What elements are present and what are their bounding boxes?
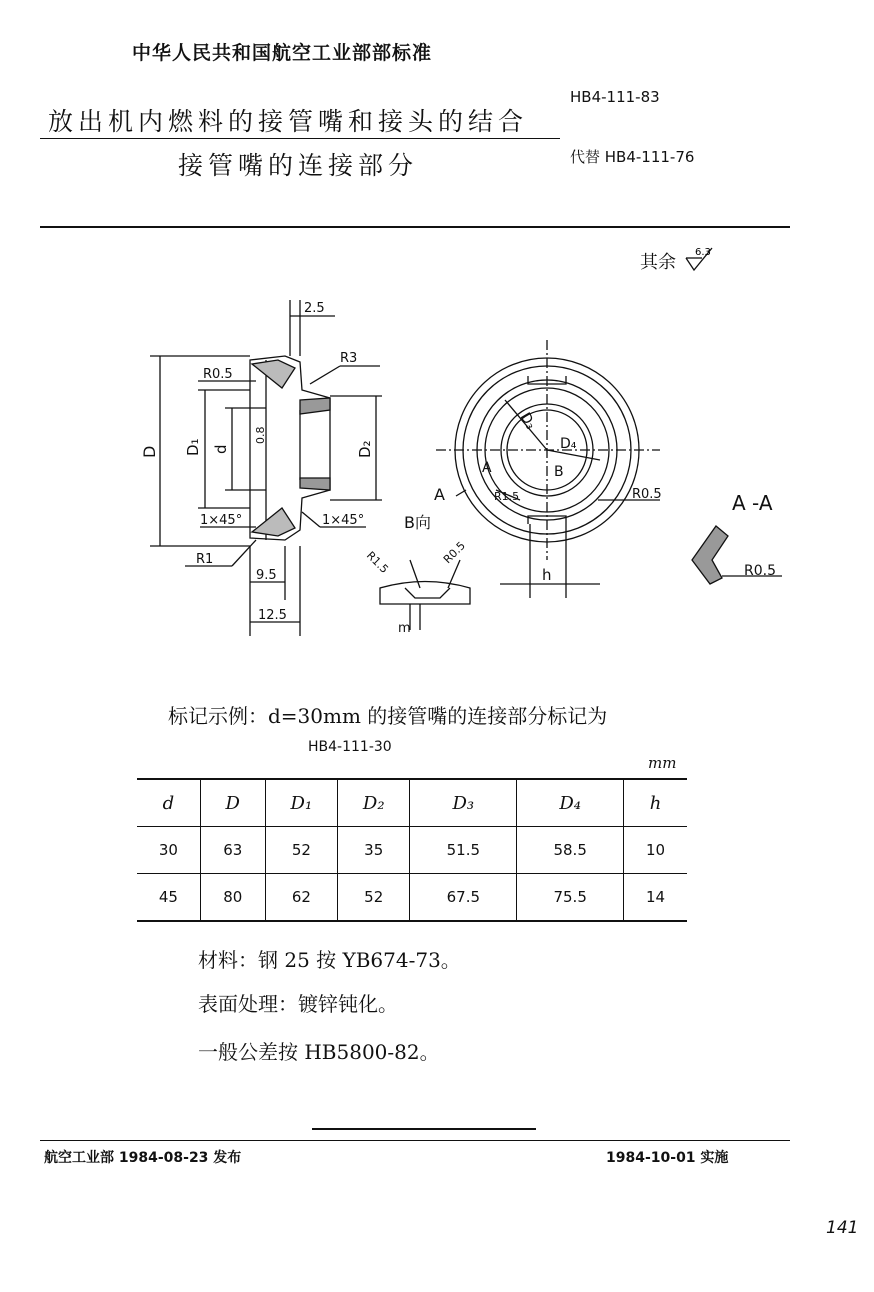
issue-date: 航空工业部 1984-08-23 发布	[44, 1150, 242, 1166]
dim-chamfer-right: 1×45°	[322, 513, 365, 528]
table-cell: 80	[200, 874, 265, 922]
table-header: D	[200, 779, 265, 827]
dim-r1-5-b: R1.5	[363, 548, 391, 576]
dim-r0-5-section: R0.5	[744, 563, 776, 579]
dim-r1: R1	[196, 552, 214, 567]
dim-r3: R3	[340, 351, 358, 366]
table-cell: 63	[200, 827, 265, 874]
replaces-standard: 代替 HB4-111-76	[570, 148, 695, 166]
dim-h: h	[542, 566, 552, 584]
dim-r0-5-b: R0.5	[440, 539, 468, 567]
roughness-value: 6.3	[694, 247, 711, 258]
dim-12-5: 12.5	[258, 608, 287, 623]
label-b: B	[554, 464, 564, 480]
note-surface-treatment: 表面处理：镀锌钝化。	[198, 992, 398, 1016]
table-cell: 58.5	[517, 827, 624, 874]
marking-example: 标记示例：d=30mm 的接管嘴的连接部分标记为	[168, 704, 608, 728]
label-a-arrow: A	[434, 485, 445, 504]
table-cell: 52	[338, 874, 410, 922]
table-cell: 52	[265, 827, 337, 874]
table-cell: 30	[158, 841, 178, 859]
table-cell: 10	[624, 827, 687, 874]
dim-d-inner: d	[212, 444, 230, 454]
table-cell: 14	[624, 874, 687, 922]
table-row	[137, 874, 687, 922]
table-row	[137, 827, 687, 874]
table-header: D₃	[410, 779, 517, 827]
section-a-a-label: A -A	[732, 491, 773, 515]
table-header: D₂	[338, 779, 410, 827]
dim-r1-5: R1.5	[494, 490, 520, 503]
table-header: d	[162, 792, 175, 814]
dim-rough-0-8: 0.8	[254, 426, 267, 444]
table-unit: mm	[648, 754, 677, 772]
issuing-organization: 中华人民共和国航空工业部部标准	[132, 42, 433, 64]
table-header-row	[137, 779, 687, 827]
table-header: h	[624, 779, 687, 827]
surface-roughness-note	[640, 246, 716, 274]
table-cell: 62	[265, 874, 337, 922]
dimension-table	[137, 778, 687, 922]
table-cell: 75.5	[517, 874, 624, 922]
table-cell: 45	[158, 888, 178, 906]
end-rule	[312, 1128, 536, 1130]
dim-d1: D₁	[184, 438, 202, 456]
title-underline	[40, 138, 560, 139]
dim-m: m	[398, 621, 411, 636]
view-b	[380, 560, 470, 630]
table-header: D₄	[517, 779, 624, 827]
dim-chamfer-left: 1×45°	[200, 513, 243, 528]
dim-d4: D₄	[560, 436, 577, 452]
document-title-line2: 接管嘴的连接部分	[178, 151, 419, 180]
roughness-symbol-icon	[682, 246, 716, 272]
standard-code: HB4-111-83	[570, 88, 660, 106]
table-cell: 51.5	[410, 827, 517, 874]
dim-r0-5: R0.5	[203, 367, 233, 382]
dim-2-5: 2.5	[304, 301, 325, 316]
table-cell: 67.5	[410, 874, 517, 922]
table-cell: 35	[338, 827, 410, 874]
dim-d-outer: D	[140, 445, 159, 458]
dim-d2: D₂	[356, 440, 374, 458]
dim-9-5: 9.5	[256, 568, 277, 583]
effective-date: 1984-10-01 实施	[606, 1150, 729, 1166]
view-b-label: B向	[404, 513, 431, 532]
marking-example-code: HB4-111-30	[308, 739, 392, 755]
table-header: D₁	[265, 779, 337, 827]
roughness-label: 其余	[640, 252, 676, 273]
header-divider	[40, 226, 790, 228]
footer-divider	[40, 1140, 790, 1141]
page-number: 141	[826, 1218, 859, 1238]
dim-d3: D₃	[516, 410, 539, 433]
note-tolerance: 一般公差按 HB5800-82。	[198, 1040, 440, 1064]
label-a-small: A	[482, 460, 492, 476]
front-view	[436, 340, 660, 598]
technical-drawing	[0, 280, 874, 650]
dim-r0-5-front: R0.5	[632, 487, 662, 502]
note-material: 材料：钢 25 按 YB674-73。	[198, 948, 461, 972]
document-title-line1: 放出机内燃料的接管嘴和接头的结合	[48, 107, 529, 136]
